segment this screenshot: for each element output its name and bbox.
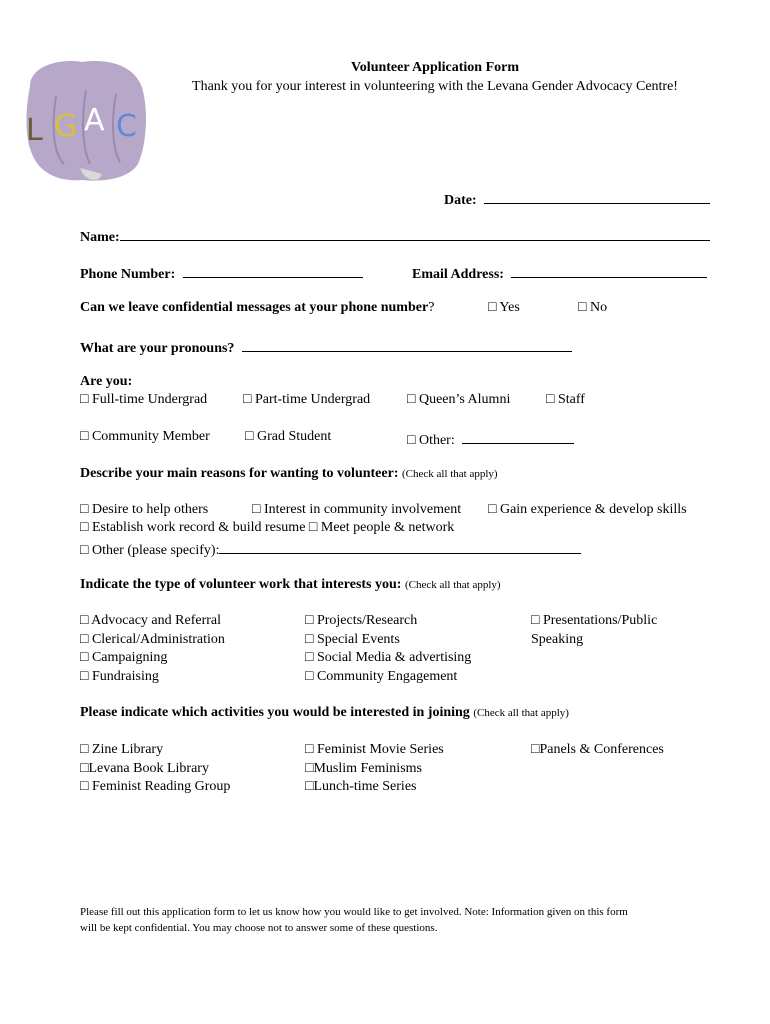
opt-community-member[interactable]: □ Community Member bbox=[80, 429, 210, 444]
confidential-label: Can we leave confidential messages at your phone number bbox=[80, 300, 429, 315]
activities-col-2 bbox=[305, 741, 444, 797]
work-presentations-cont: Speaking bbox=[531, 631, 584, 647]
confidential-row bbox=[80, 300, 434, 316]
reason-other[interactable]: □ Other (please specify): bbox=[80, 543, 220, 558]
pronouns-label: What are your pronouns? bbox=[80, 341, 235, 356]
activity-lunch-series[interactable]: □Lunch-time Series bbox=[305, 779, 417, 795]
work-community-engagement[interactable]: □ Community Engagement bbox=[305, 668, 458, 684]
email-label: Email Address: bbox=[412, 267, 504, 282]
opt-grad-student[interactable]: □ Grad Student bbox=[245, 429, 332, 444]
are-you-label: Are you: bbox=[80, 374, 133, 389]
other-field[interactable] bbox=[462, 429, 574, 444]
work-presentations[interactable]: □ Presentations/Public bbox=[531, 613, 658, 628]
reasons-row-2 bbox=[80, 520, 454, 536]
reason-community-involvement[interactable]: □ Interest in community involvement bbox=[252, 502, 462, 517]
work-clerical[interactable]: □ Clerical/Administration bbox=[80, 631, 225, 647]
pronouns-row bbox=[80, 337, 572, 357]
work-label: Indicate the type of volunteer work that interests you: bbox=[80, 577, 402, 592]
footer-note bbox=[80, 904, 628, 936]
activity-book-library[interactable]: □Levana Book Library bbox=[80, 760, 209, 776]
activity-muslim-feminisms[interactable]: □Muslim Feminisms bbox=[305, 760, 422, 776]
work-col-2 bbox=[305, 612, 471, 686]
date-label: Date: bbox=[444, 193, 477, 208]
logo-letter-c: C bbox=[116, 109, 137, 144]
activity-movie-series[interactable]: □ Feminist Movie Series bbox=[305, 742, 444, 757]
work-col-3 bbox=[531, 612, 657, 649]
opt-parttime-undergrad[interactable]: □ Part-time Undergrad bbox=[243, 392, 371, 407]
pronouns-field[interactable] bbox=[242, 337, 572, 352]
phone-row bbox=[80, 263, 363, 283]
activity-panels[interactable]: □Panels & Conferences bbox=[531, 742, 664, 757]
work-heading bbox=[80, 577, 501, 593]
opt-fulltime-undergrad[interactable]: □ Full-time Undergrad bbox=[80, 392, 208, 407]
work-projects[interactable]: □ Projects/Research bbox=[305, 613, 418, 628]
phone-label: Phone Number: bbox=[80, 267, 176, 282]
phone-field[interactable] bbox=[183, 263, 363, 278]
form-subtitle: Thank you for your interest in volunteering with the Levana Gender Advocacy Centre! bbox=[192, 79, 678, 94]
reason-help-others[interactable]: □ Desire to help others bbox=[80, 502, 209, 517]
date-field[interactable] bbox=[484, 189, 710, 204]
name-label: Name: bbox=[80, 230, 120, 245]
reasons-note-wrap bbox=[402, 466, 498, 481]
name-field[interactable] bbox=[120, 226, 710, 241]
activity-zine-library[interactable]: □ Zine Library bbox=[80, 742, 164, 757]
activities-col-1 bbox=[80, 741, 230, 797]
work-campaigning[interactable]: □ Campaigning bbox=[80, 650, 168, 666]
opt-staff[interactable]: □ Staff bbox=[546, 392, 585, 407]
reasons-heading bbox=[80, 466, 498, 482]
logo-letter-g: G bbox=[54, 109, 78, 144]
activities-col-3 bbox=[531, 741, 664, 760]
reasons-note: (Check all that apply) bbox=[401, 468, 498, 480]
work-social-media[interactable]: □ Social Media & advertising bbox=[305, 650, 472, 666]
reason-gain-experience[interactable]: □ Gain experience & develop skills bbox=[488, 502, 687, 517]
logo-letter-a: A bbox=[84, 103, 105, 138]
date-row bbox=[444, 189, 710, 209]
form-title: Volunteer Application Form bbox=[350, 60, 519, 75]
work-note: (Check all that apply) bbox=[404, 579, 501, 591]
opt-other-row bbox=[407, 429, 574, 449]
reason-work-record[interactable]: □ Establish work record & build resume bbox=[80, 520, 306, 535]
activity-reading-group[interactable]: □ Feminist Reading Group bbox=[80, 779, 231, 795]
email-field[interactable] bbox=[511, 263, 707, 278]
work-advocacy[interactable]: □ Advocacy and Referral bbox=[80, 613, 222, 628]
work-fundraising[interactable]: □ Fundraising bbox=[80, 668, 159, 684]
reason-meet-people[interactable]: □ Meet people & network bbox=[308, 520, 455, 535]
confidential-no[interactable]: □ No bbox=[578, 300, 608, 315]
email-row bbox=[412, 263, 707, 283]
opt-queens-alumni[interactable]: □ Queen’s Alumni bbox=[407, 392, 511, 407]
opt-other[interactable]: □ Other: bbox=[407, 433, 455, 448]
name-row bbox=[80, 226, 710, 246]
footer-line-1: Please fill out this application form to let us know how you would like to get involved. Note: Information given on this form bbox=[80, 906, 628, 918]
reasons-label: Describe your main reasons for wanting to volunteer: bbox=[80, 466, 399, 481]
activities-label: Please indicate which activities you would be interested in joining bbox=[80, 705, 470, 720]
activities-heading bbox=[80, 705, 569, 721]
logo-letter-l: L bbox=[26, 113, 43, 148]
work-col-1 bbox=[80, 612, 225, 686]
confidential-yes[interactable]: □ Yes bbox=[488, 300, 520, 315]
work-special-events[interactable]: □ Special Events bbox=[305, 631, 400, 647]
reason-other-row bbox=[80, 539, 581, 559]
footer-line-2: will be kept confidential. You may choose not to answer some of these questions. bbox=[80, 922, 438, 934]
activities-note: (Check all that apply) bbox=[473, 707, 569, 719]
confidential-question-mark: ? bbox=[428, 300, 435, 315]
reason-other-field[interactable] bbox=[219, 539, 581, 554]
